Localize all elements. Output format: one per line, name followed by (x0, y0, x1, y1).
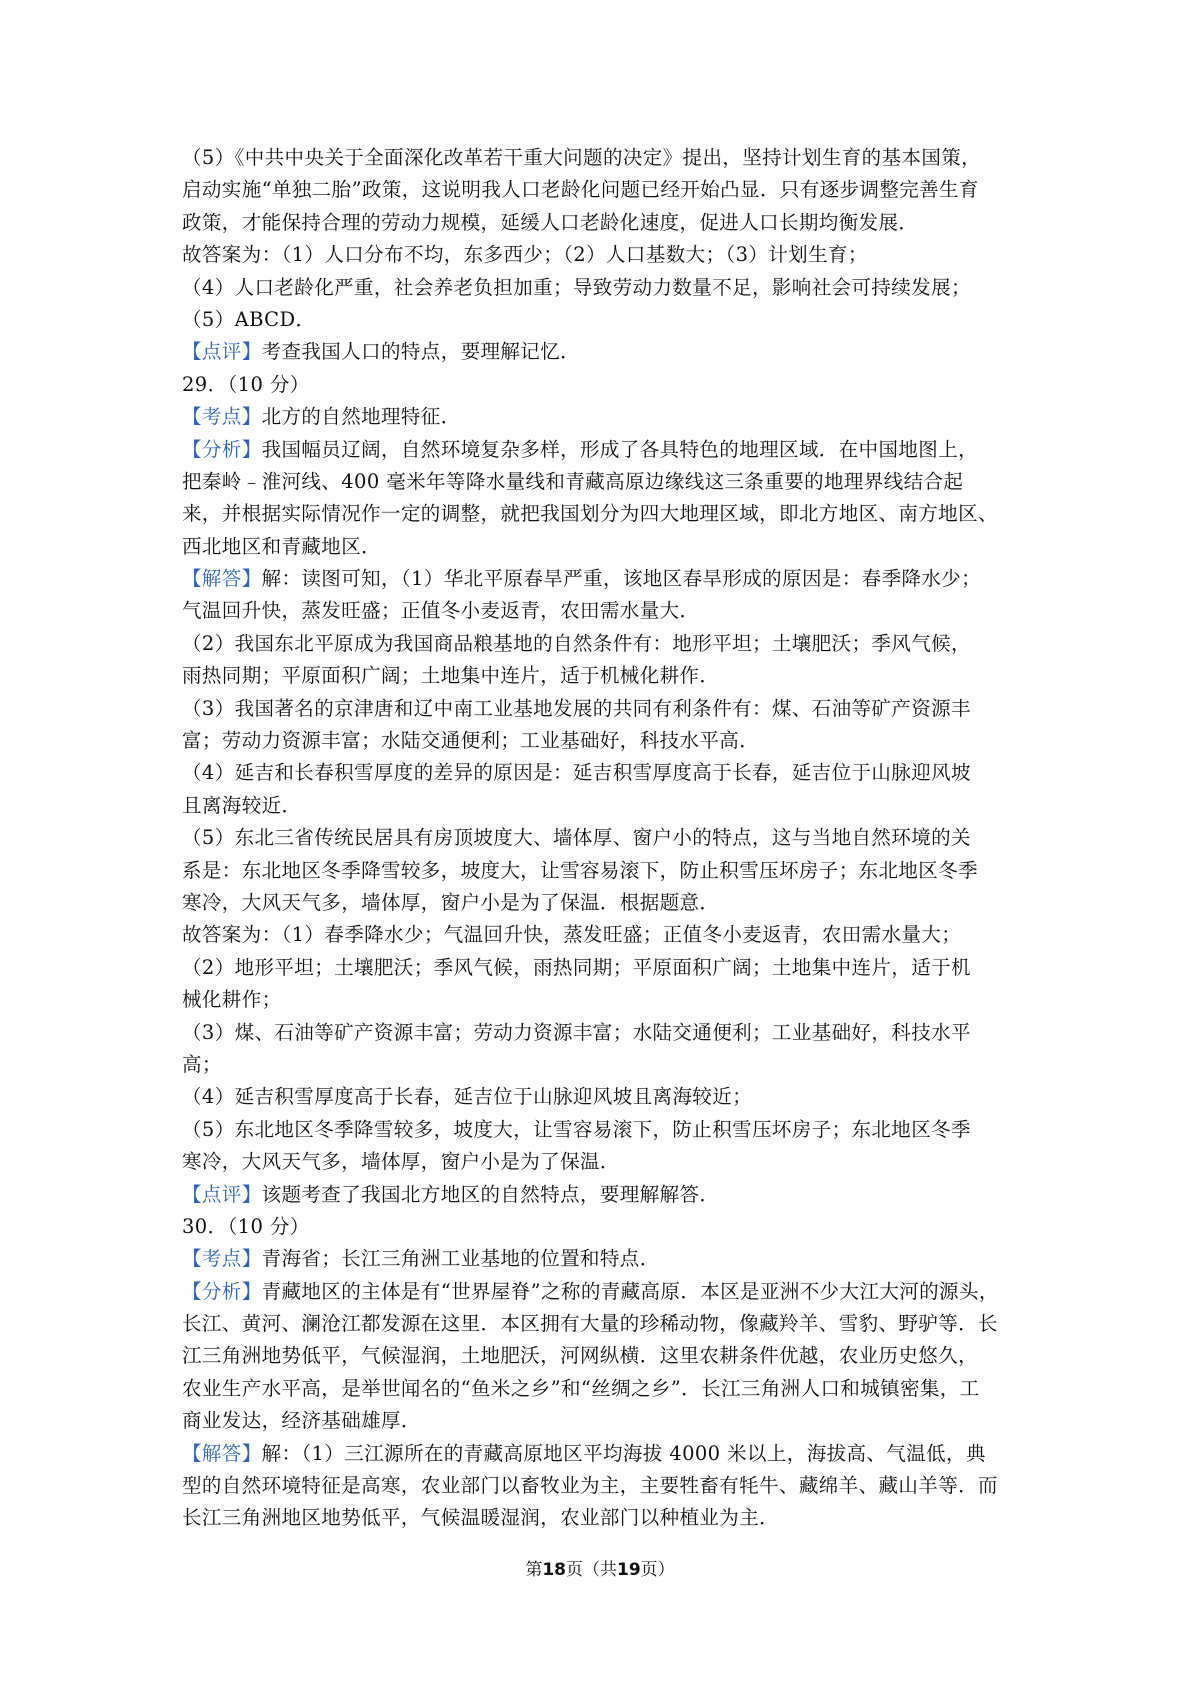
line-text: （3）煤、石油等矿产资源丰富；劳动力资源丰富；水陆交通便利；工业基础好，科技水平 (182, 1020, 971, 1044)
text-line (182, 1502, 1042, 1534)
text-line (182, 1179, 1042, 1211)
text-line (182, 239, 1042, 271)
text-line (182, 1081, 1042, 1113)
text-line (182, 628, 1042, 660)
line-text: 启动实施“单独二胎”政策，这说明我人口老龄化问题已经开始凸显．只有逐步调整完善生育 (182, 178, 979, 202)
line-text: （2）我国东北平原成为我国商品粮基地的自然条件有：地形平坦；土壤肥沃；季风气候， (182, 631, 971, 655)
section-tag: 【解答】 (182, 1441, 262, 1465)
line-text: 解：读图可知，（1）华北平原春旱严重，该地区春旱形成的原因是：春季降水少； (261, 567, 982, 591)
text-line (182, 434, 1042, 466)
line-text: 系是：东北地区冬季降雪较多，坡度大，让雪容易滚下，防止积雪压坏房子；东北地区冬季 (182, 858, 979, 882)
text-line (182, 1470, 1042, 1502)
line-text: 富；劳动力资源丰富；水陆交通便利；工业基础好，科技水平高． (182, 729, 760, 753)
text-line (182, 1211, 1042, 1243)
text-line (182, 887, 1042, 919)
text-line (182, 1438, 1042, 1470)
line-text: 械化耕作； (182, 988, 282, 1012)
text-line (182, 336, 1042, 368)
line-text: （2）地形平坦；土壤肥沃；季风气候，雨热同期；平原面积广阔；土地集中连片，适于机 (182, 955, 971, 979)
text-line (182, 660, 1042, 692)
line-text: （3）我国著名的京津唐和辽中南工业基地发展的共同有利条件有：煤、石油等矿产资源丰 (182, 696, 971, 720)
text-line (182, 466, 1042, 498)
line-text: （5）ABCD． (182, 307, 316, 331)
line-text: （5）《中共中央关于全面深化改革若干重大问题的决定》提出，坚持计划生育的基本国策， (182, 146, 982, 169)
line-text: 商业发达，经济基础雄厚． (182, 1409, 421, 1433)
document-body (182, 142, 1042, 1535)
text-line (182, 207, 1042, 239)
line-text: 西北地区和青藏地区． (182, 534, 382, 558)
line-text: 农业生产水平高，是举世闻名的“鱼米之乡”和“丝绸之乡”．长江三角洲人口和城镇密集，工 (182, 1376, 980, 1400)
line-text: 青海省；长江三角洲工业基地的位置和特点． (261, 1247, 660, 1271)
section-tag: 【解答】 (182, 567, 262, 591)
text-line (182, 531, 1042, 563)
text-line (182, 725, 1042, 757)
text-line (182, 1146, 1042, 1178)
line-text: 寒冷，大风天气多，墙体厚，窗户小是为了保温．根据题意． (182, 890, 720, 914)
section-tag: 【分析】 (182, 437, 262, 461)
line-text: 长江三角洲地区地势低平，气候温暖湿润，农业部门以种植业为主． (182, 1506, 780, 1530)
text-line (182, 1114, 1042, 1146)
text-line (182, 952, 1042, 984)
text-line (182, 401, 1042, 433)
line-text: 青藏地区的主体是有“世界屋脊”之称的青藏高原．本区是亚洲不少大江大河的源头， (261, 1279, 999, 1303)
text-line (182, 984, 1042, 1016)
footer-total-pages: 19 (617, 1560, 641, 1580)
section-tag: 【点评】 (182, 1182, 262, 1206)
line-text: 故答案为：（1）春季降水少；气温回升快，蒸发旺盛；正值冬小麦返青，农田需水量大； (182, 923, 962, 947)
text-line (182, 498, 1042, 530)
text-line (182, 1243, 1042, 1275)
line-text: 解：（1）三江源所在的青藏高原地区平均海拔 4000 米以上，海拔高、气温低，典 (261, 1441, 986, 1465)
line-text: （4）人口老龄化严重，社会养老负担加重；导致劳动力数量不足，影响社会可持续发展； (182, 275, 971, 299)
line-text: 江三角洲地势低平，气候湿润，土地肥沃，河网纵横．这里农耕条件优越，农业历史悠久， (182, 1344, 979, 1368)
line-text: 故答案为：（1）人口分布不均，东多西少；（2）人口基数大；（3）计划生育； (182, 243, 868, 267)
line-text: （5）东北地区冬季降雪较多，坡度大，让雪容易滚下，防止积雪压坏房子；东北地区冬季 (182, 1117, 971, 1141)
line-text: 高； (182, 1052, 222, 1076)
footer-suffix: 页） (640, 1560, 675, 1580)
text-line (182, 790, 1042, 822)
text-line (182, 1373, 1042, 1405)
footer-page-number: 18 (542, 1560, 566, 1580)
line-text: 型的自然环境特征是高寒，农业部门以畜牧业为主，主要牲畜有牦牛、藏绵羊、藏山羊等．而 (182, 1474, 998, 1498)
line-text: 来，并根据实际情况作一定的调整，就把我国划分为四大地理区域，即北方地区、南方地区、 (182, 502, 998, 526)
text-line (182, 563, 1042, 595)
section-tag: 【点评】 (182, 340, 262, 364)
text-line (182, 919, 1042, 951)
text-line (182, 1405, 1042, 1437)
line-text: 该题考查了我国北方地区的自然特点，要理解解答． (261, 1182, 720, 1206)
text-line (182, 822, 1042, 854)
text-line (182, 304, 1042, 336)
text-line (182, 1276, 1042, 1308)
section-tag: 【考点】 (182, 405, 262, 429)
section-tag: 【分析】 (182, 1279, 262, 1303)
text-line (182, 1049, 1042, 1081)
footer-prefix: 第 (525, 1560, 543, 1580)
text-line (182, 142, 1042, 174)
line-text: 寒冷，大风天气多，墙体厚，窗户小是为了保温． (182, 1150, 620, 1174)
line-text: （5）东北三省传统民居具有房顶坡度大、墙体厚、窗户小的特点，这与当地自然环境的关 (182, 826, 971, 850)
text-line (182, 595, 1042, 627)
line-text: 气温回升快，蒸发旺盛；正值冬小麦返青，农田需水量大． (182, 599, 700, 623)
text-line (182, 369, 1042, 401)
text-line (182, 272, 1042, 304)
line-text: 30．（10 分） (182, 1214, 310, 1238)
text-line (182, 757, 1042, 789)
line-text: （4）延吉积雪厚度高于长春，延吉位于山脉迎风坡且离海较近； (182, 1085, 753, 1109)
page-footer (0, 1558, 1200, 1582)
line-text: 北方的自然地理特征． (261, 405, 461, 429)
text-line (182, 1340, 1042, 1372)
text-line (182, 693, 1042, 725)
line-text: （4）延吉和长春积雪厚度的差异的原因是：延吉积雪厚度高于长春，延吉位于山脉迎风坡 (182, 761, 971, 785)
line-text: 长江、黄河、澜沧江都发源在这里．本区拥有大量的珍稀动物，像藏羚羊、雪豹、野驴等．长 (182, 1312, 998, 1336)
line-text: 我国幅员辽阔，自然环境复杂多样，形成了各具特色的地理区域．在中国地图上， (261, 437, 979, 461)
text-line (182, 855, 1042, 887)
text-line (182, 174, 1042, 206)
line-text: 且离海较近． (182, 793, 302, 817)
text-line (182, 1308, 1042, 1340)
text-line (182, 1017, 1042, 1049)
footer-middle: 页（共 (566, 1560, 617, 1580)
line-text: 考查我国人口的特点，要理解记忆． (261, 340, 581, 364)
section-tag: 【考点】 (182, 1247, 262, 1271)
line-text: 雨热同期；平原面积广阔；土地集中连片，适于机械化耕作． (182, 664, 720, 688)
line-text: 政策，才能保持合理的劳动力规模，延缓人口老龄化速度，促进人口长期均衡发展． (182, 210, 919, 234)
line-text: 把秦岭﹣淮河线、400 毫米年等降水量线和青藏高原边缘线这三条重要的地理界线结合起 (182, 469, 964, 493)
line-text: 29．（10 分） (182, 372, 310, 396)
